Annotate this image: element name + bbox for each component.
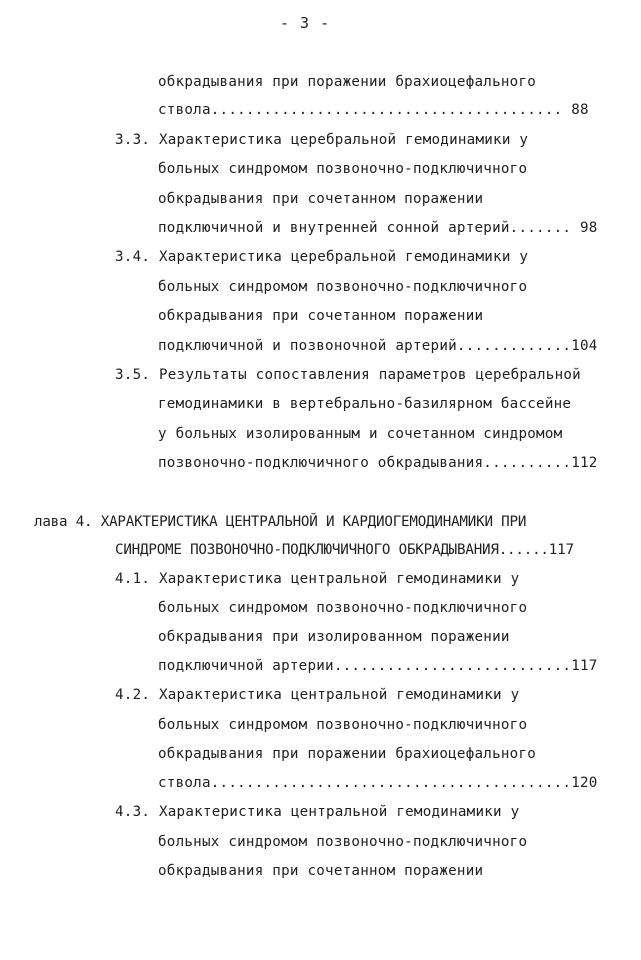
toc-entry-3-3-line-1: 3.3. Характеристика церебральной гемодинамики у xyxy=(115,132,529,148)
toc-entry-3-5-line-1: 3.5. Результаты сопоставления параметров церебральной xyxy=(115,367,581,383)
toc-entry-3-4-line-2: больных синдромом позвоночно-подключичного xyxy=(158,279,528,295)
toc-entry-3-4-line-1: 3.4. Характеристика церебральной гемодинамики у xyxy=(115,249,529,265)
toc-entry-4-1-line-3: обкрадывания при изолированном поражении xyxy=(158,629,510,645)
toc-entry-4-2-line-3: обкрадывания при поражении брахиоцефального xyxy=(158,746,537,762)
page-number: - 3 - xyxy=(280,14,331,32)
toc-entry-3-3-line-2: больных синдромом позвоночно-подключичного xyxy=(158,161,528,177)
toc-entry-4-3-line-1: 4.3. Характеристика центральной гемодинамики у xyxy=(115,804,520,820)
toc-entry-4-1-line-1: 4.1. Характеристика центральной гемодинамики у xyxy=(115,571,520,587)
toc-entry-3-5-line-4: позвоночно-подключичного обкрадывания..........112 xyxy=(158,455,598,471)
toc-entry-3-3-line-3: обкрадывания при сочетанном поражении xyxy=(158,191,484,207)
toc-entry-3-5-line-3: у больных изолированным и сочетанном синдромом xyxy=(158,426,563,442)
toc-entry-3-2-line-1: обкрадывания при поражении брахиоцефального xyxy=(158,74,537,90)
toc-entry-3-3-line-4: подключичной и внутренней сонной артерий....... 98 xyxy=(158,220,598,236)
toc-entry-3-2-line-2: ствола........................................ 88 xyxy=(158,102,589,118)
toc-entry-3-4-line-3: обкрадывания при сочетанном поражении xyxy=(158,308,484,324)
toc-entry-4-3-line-3: обкрадывания при сочетанном поражении xyxy=(158,863,484,879)
toc-chapter-4-line-1: лава 4. ХАРАКТЕРИСТИКА ЦЕНТРАЛЬНОЙ И КАРДИОГЕМОДИНАМИКИ ПРИ xyxy=(34,514,527,530)
toc-entry-3-5-line-2: гемодинамики в вертебрально-базилярном бассейне xyxy=(158,396,572,412)
toc-entry-4-2-line-2: больных синдромом позвоночно-подключичного xyxy=(158,717,528,733)
toc-entry-4-2-line-4: ствола.........................................120 xyxy=(158,775,598,791)
toc-chapter-4-line-2: СИНДРОМЕ ПОЗВОНОЧНО-ПОДКЛЮЧИЧНОГО ОБКРАДЫВАНИЯ......117 xyxy=(115,542,574,558)
toc-entry-4-1-line-4: подключичной артерии...........................117 xyxy=(158,658,598,674)
toc-entry-4-3-line-2: больных синдромом позвоночно-подключичного xyxy=(158,834,528,850)
toc-entry-4-1-line-2: больных синдромом позвоночно-подключичного xyxy=(158,600,528,616)
toc-entry-3-4-line-4: подключичной и позвоночной артерий.............104 xyxy=(158,338,598,354)
toc-entry-4-2-line-1: 4.2. Характеристика центральной гемодинамики у xyxy=(115,687,520,703)
